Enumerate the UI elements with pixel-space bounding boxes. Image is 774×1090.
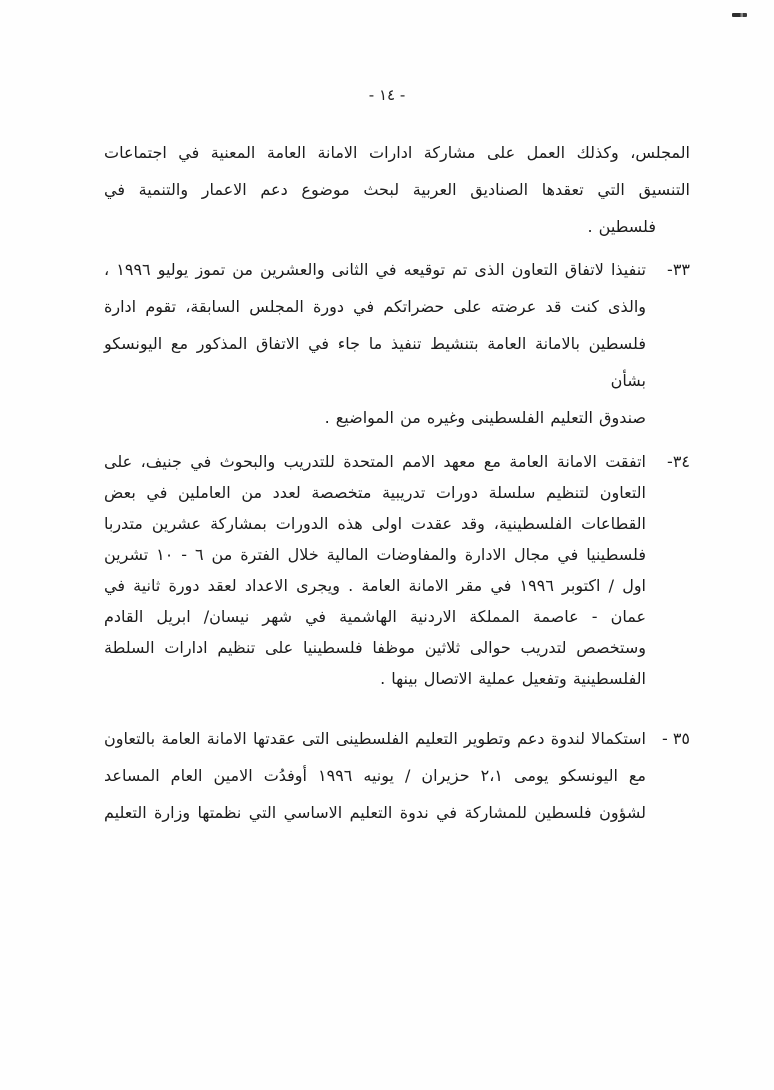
document-body — [0, 134, 774, 831]
text-line: لشؤون فلسطين للمشاركة في ندوة التعليم الاساسي التي نظمتها وزارة التعليم — [104, 803, 646, 822]
text-line: صندوق التعليم الفلسطينى وغيره من المواضيع . — [324, 408, 646, 427]
paragraph-text — [104, 720, 646, 831]
text-line: اول / اكتوبر ١٩٩٦ في مقر الامانة العامة . ويجرى الاعداد لعقد دورة ثانية في — [104, 576, 646, 595]
text-line: التنسيق التي تعقدها الصناديق العربية لبحث موضوع دعم الاعمار والتنمية في — [104, 180, 690, 199]
text-line: وستخصص لتدريب حوالى ثلاثين موظفا فلسطينيا على تنظيم ادارات السلطة — [104, 638, 646, 657]
text-line: اتفقت الامانة العامة مع معهد الامم المتحدة للتدريب والبحوث في جنيف، على — [104, 452, 646, 471]
para-33 — [104, 251, 690, 436]
para-35 — [104, 720, 690, 831]
para-continuation — [104, 134, 690, 245]
text-line: التعاون لتنظيم سلسلة دورات تدريبية متخصصة لعدد من العاملين في بعض — [104, 483, 646, 502]
paragraph-text — [104, 251, 646, 436]
text-line: الفلسطينية وتفعيل عملية الاتصال بينها . — [380, 669, 646, 688]
text-line: القطاعات الفلسطينية، وقد عقدت اولى هذه الدورات بمشاركة عشرين متدربا — [104, 514, 646, 533]
paragraph-number: ٣٤- — [667, 452, 690, 471]
text-line: فلسطين . — [587, 217, 656, 236]
paragraph-text — [104, 446, 646, 694]
text-line: والذى كنت قد عرضته على حضراتكم في دورة المجلس السابقة، تقوم ادارة — [104, 297, 646, 316]
text-line: فلسطين بالامانة العامة بتنشيط تنفيذ ما جاء في الاتفاق المذكور مع اليونسكو بشأن — [104, 334, 646, 390]
para-34 — [104, 446, 690, 694]
text-line: فلسطينيا في مجال الادارة والمفاوضات المالية خلال الفترة من ٦ - ١٠ تشرين — [104, 545, 646, 564]
paragraph-number: ٣٥ - — [661, 729, 690, 748]
text-line: تنفيذا لاتفاق التعاون الذى تم توقيعه في الثانى والعشرين من تموز يوليو ١٩٩٦ ، — [104, 260, 647, 279]
page-number: - ١٤ - — [368, 86, 406, 104]
text-line: مع اليونسكو يومى ٢،١ حزيران / يونيه ١٩٩٦ أوفدُت الامين العام المساعد — [104, 766, 646, 785]
paragraph-text — [104, 134, 690, 245]
text-line: استكمالا لندوة دعم وتطوير التعليم الفلسطينى التى عقدتها الامانة العامة بالتعاون — [104, 729, 646, 748]
paragraph-number: ٣٣- — [667, 260, 690, 279]
text-line: المجلس، وكذلك العمل على مشاركة ادارات الامانة العامة المعنية في اجتماعات — [104, 143, 690, 162]
scan-artifact-mark — [732, 13, 747, 17]
text-line: عمان - عاصمة المملكة الاردنية الهاشمية في شهر نيسان/ ابريل القادم — [104, 607, 646, 626]
